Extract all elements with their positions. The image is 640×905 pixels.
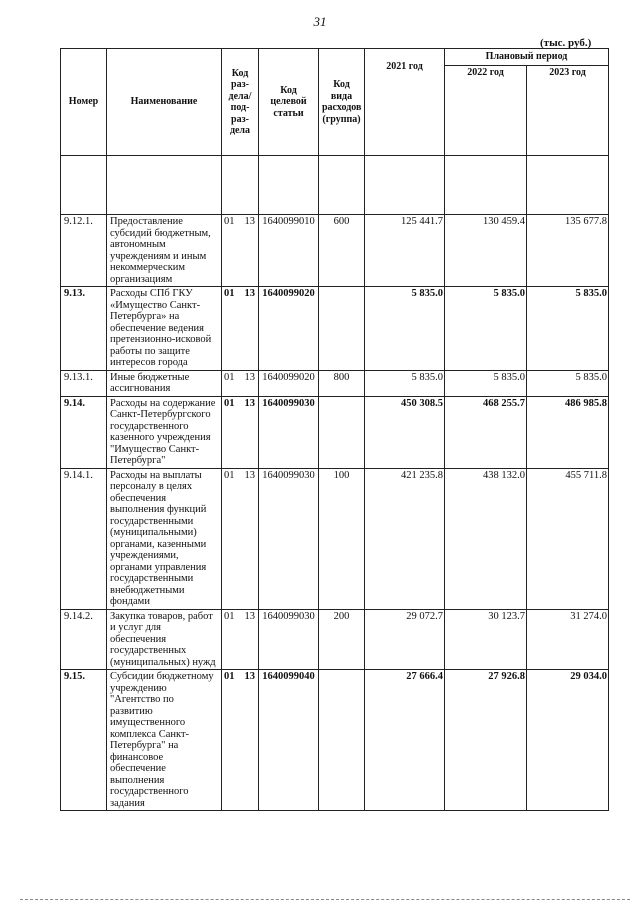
- row-name: Расходы на содержание Санкт-Петербургского государственного казенного учреждения "Имущество Санкт-Петербурга": [107, 396, 222, 468]
- bottom-divider: [20, 899, 630, 900]
- row-razdel: [222, 287, 259, 371]
- row-razdel-code: 01: [224, 288, 235, 299]
- units-label: (тыс. руб.): [540, 37, 592, 49]
- row-razdel: [222, 468, 259, 609]
- header-razdel: Код раз-дела/ под-раз-дела: [222, 49, 259, 156]
- row-amount-2021: 450 308.5: [365, 396, 445, 468]
- row-number: 9.14.: [61, 396, 107, 468]
- row-number: 9.15.: [61, 670, 107, 811]
- row-razdel-code: 01: [224, 397, 235, 409]
- page-number: 31: [313, 14, 327, 29]
- header-number: Номер: [61, 49, 107, 156]
- row-podrazdel-code: 13: [244, 469, 255, 481]
- row-amount-2023: 29 034.0: [527, 670, 609, 811]
- table-row: [61, 468, 609, 609]
- row-razdel-code: 01: [224, 216, 235, 227]
- row-target-code: 1640099040: [259, 670, 319, 811]
- row-expense-type: 100: [319, 468, 365, 609]
- row-number: 9.14.1.: [61, 468, 107, 609]
- row-number: 9.13.1.: [61, 370, 107, 396]
- row-amount-2021: 421 235.8: [365, 468, 445, 609]
- row-expense-type: 600: [319, 215, 365, 287]
- row-razdel-code: 01: [224, 671, 235, 682]
- header-name: Наименование: [107, 49, 222, 156]
- row-amount-2021: 27 666.4: [365, 670, 445, 811]
- row-name: Иные бюджетные ассигнования: [107, 370, 222, 396]
- row-amount-2022: 30 123.7: [445, 609, 527, 670]
- row-amount-2023: 486 985.8: [527, 396, 609, 468]
- row-number: 9.13.: [61, 287, 107, 371]
- header-expense-type: Код вида расходов (группа): [319, 49, 365, 156]
- row-number: 9.12.1.: [61, 215, 107, 287]
- row-number: 9.14.2.: [61, 609, 107, 670]
- row-target-code: 1640099020: [259, 370, 319, 396]
- row-expense-type: [319, 287, 365, 371]
- row-razdel: [222, 670, 259, 811]
- row-expense-type: 800: [319, 370, 365, 396]
- row-expense-type: [319, 670, 365, 811]
- row-razdel-code: 01: [224, 469, 235, 481]
- row-amount-2022: 468 255.7: [445, 396, 527, 468]
- header-2021: 2021 год: [365, 49, 445, 156]
- budget-table: [60, 48, 609, 811]
- row-amount-2022: 130 459.4: [445, 215, 527, 287]
- table-row: [61, 609, 609, 670]
- row-podrazdel-code: 13: [244, 216, 255, 227]
- table-row: [61, 215, 609, 287]
- row-amount-2023: 31 274.0: [527, 609, 609, 670]
- row-name: Субсидии бюджетному учреждению "Агентство по развитию имущественного комплекса Санкт-Петербурга" на финансовое обеспечение выполнения государственного задания: [107, 670, 222, 811]
- row-target-code: 1640099030: [259, 468, 319, 609]
- row-razdel: [222, 396, 259, 468]
- table-row: [61, 287, 609, 371]
- row-expense-type: 200: [319, 609, 365, 670]
- row-amount-2022: 438 132.0: [445, 468, 527, 609]
- row-target-code: 1640099010: [259, 215, 319, 287]
- table-row: [61, 370, 609, 396]
- row-target-code: 1640099020: [259, 287, 319, 371]
- header-plan-period: Плановый период: [445, 49, 609, 66]
- row-amount-2021: 125 441.7: [365, 215, 445, 287]
- header-2023: 2023 год: [527, 66, 609, 156]
- row-amount-2022: 5 835.0: [445, 287, 527, 371]
- row-amount-2023: 5 835.0: [527, 370, 609, 396]
- row-amount-2021: 5 835.0: [365, 287, 445, 371]
- row-podrazdel-code: 13: [244, 288, 255, 299]
- row-amount-2023: 135 677.8: [527, 215, 609, 287]
- row-razdel: [222, 609, 259, 670]
- header-target-code: Код целевой статьи: [259, 49, 319, 156]
- row-podrazdel-code: 13: [244, 371, 255, 383]
- row-podrazdel-code: 13: [244, 610, 255, 622]
- row-amount-2022: 27 926.8: [445, 670, 527, 811]
- row-razdel-code: 01: [224, 371, 235, 383]
- row-razdel: [222, 370, 259, 396]
- row-name: Расходы на выплаты персоналу в целях обеспечения выполнения функций государственными (муниципальными) органами, казенными учреждениями, органами управления государственными внебюджетными фондами: [107, 468, 222, 609]
- row-target-code: 1640099030: [259, 609, 319, 670]
- row-amount-2023: 5 835.0: [527, 287, 609, 371]
- table-row: [61, 670, 609, 811]
- row-amount-2023: 455 711.8: [527, 468, 609, 609]
- spacer-row: [61, 156, 609, 215]
- row-amount-2021: 29 072.7: [365, 609, 445, 670]
- header-2022: 2022 год: [445, 66, 527, 156]
- row-name: Закупка товаров, работ и услуг для обеспечения государственных (муниципальных) нужд: [107, 609, 222, 670]
- table-row: [61, 396, 609, 468]
- row-podrazdel-code: 13: [244, 397, 255, 409]
- row-amount-2022: 5 835.0: [445, 370, 527, 396]
- row-razdel-code: 01: [224, 610, 235, 622]
- row-target-code: 1640099030: [259, 396, 319, 468]
- row-podrazdel-code: 13: [244, 671, 255, 682]
- row-name: Расходы СПб ГКУ «Имущество Санкт-Петербурга» на обеспечение ведения претензионно-исковой работы по защите интересов города: [107, 287, 222, 371]
- row-razdel: [222, 215, 259, 287]
- row-name: Предоставление субсидий бюджетным, автономным учреждениям и иным некоммерческим организациям: [107, 215, 222, 287]
- row-expense-type: [319, 396, 365, 468]
- row-amount-2021: 5 835.0: [365, 370, 445, 396]
